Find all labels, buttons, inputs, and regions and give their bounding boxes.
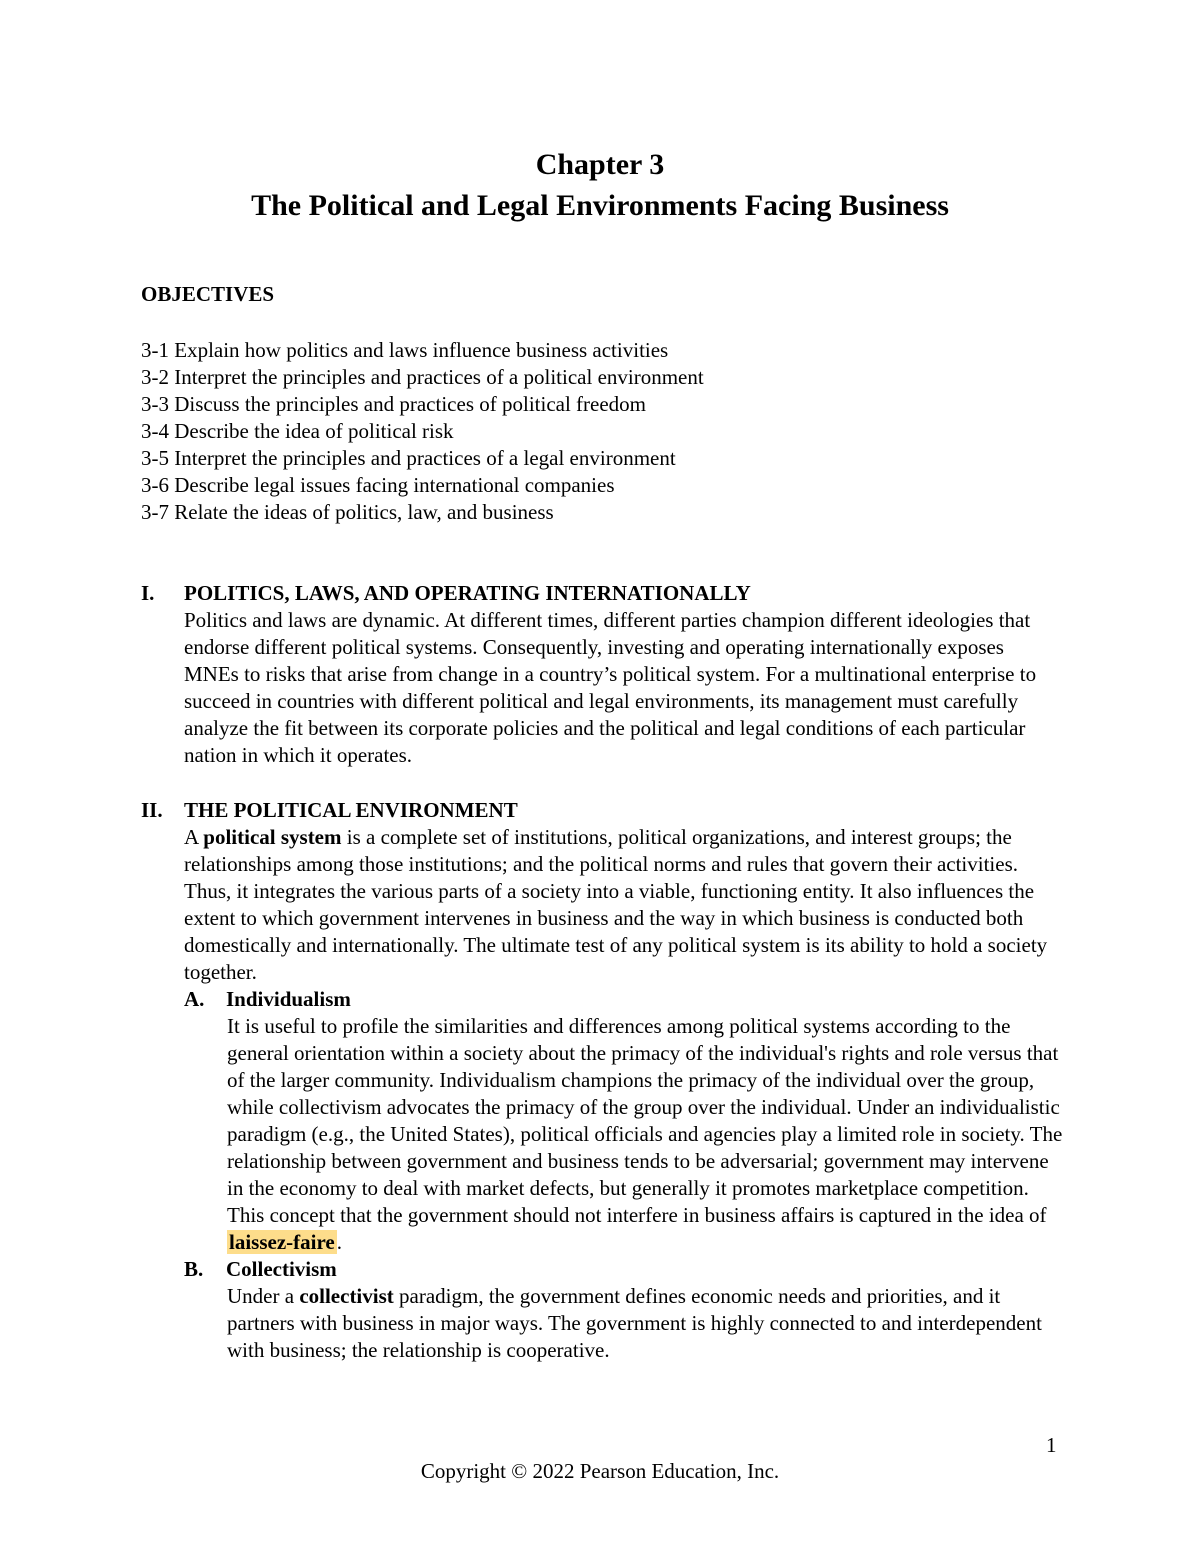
body-text: A: [184, 825, 204, 849]
key-term-collectivist: collectivist: [299, 1284, 394, 1308]
section-politics-laws: [141, 580, 1061, 769]
section-body: Politics and laws are dynamic. At different times, different parties champion different ideologies that endorse different political systems. Consequently, investing and operating internationally exposes MNEs to risks that arise from change in a country’s political system. For a multinational enterprise to succeed in countries with different political and legal environments, its management must carefully analyze the fit between its corporate policies and the political and legal conditions of each particular nation in which it operates.: [184, 608, 1037, 767]
body-text: Under a: [227, 1284, 300, 1308]
highlighted-term-laissez-faire: laissez-faire: [229, 1230, 335, 1254]
objectives-list: [141, 337, 704, 526]
section-heading-text: THE POLITICAL ENVIRONMENT: [184, 798, 518, 822]
subsection-body-collectivism: [227, 1283, 1067, 1364]
section-heading-text: POLITICS, LAWS, AND OPERATING INTERNATIONALLY: [184, 581, 751, 605]
subsection-heading-individualism: [141, 986, 1061, 1013]
section-heading: [141, 580, 1061, 607]
body-text: is a complete set of institutions, political organizations, and interest groups; the relationships among those institutions; and the political norms and rules that govern their activities. Thus, it integrates the various parts of a society into a viable, functioning entity. It also influences the extent to which government intervenes in business and the way in which business is conducted both domestically and internationally. The ultimate test of any political system is its ability to hold a society together.: [184, 825, 1048, 984]
subsection-heading-collectivism: [141, 1256, 1061, 1283]
objective-item: 3-4 Describe the idea of political risk: [141, 419, 454, 443]
objectives-heading: OBJECTIVES: [141, 282, 275, 306]
subsection-letter: A.: [184, 987, 205, 1011]
objective-item: 3-1 Explain how politics and laws influence business activities: [141, 338, 669, 362]
section-number: I.: [141, 581, 155, 605]
objective-item: 3-3 Discuss the principles and practices of political freedom: [141, 392, 647, 416]
chapter-title: The Political and Legal Environments Facing Business: [251, 189, 949, 222]
page-number: 1: [1046, 1433, 1057, 1457]
key-term-political-system: political system: [203, 825, 342, 849]
section-heading: [141, 797, 1061, 824]
objective-item: 3-7 Relate the ideas of politics, law, and business: [141, 500, 554, 524]
objective-item: 3-5 Interpret the principles and practices of a legal environment: [141, 446, 676, 470]
section-number: II.: [141, 798, 163, 822]
body-text: .: [336, 1230, 342, 1254]
section-political-environment: [141, 797, 1061, 1364]
objective-item: 3-6 Describe legal issues facing international companies: [141, 473, 615, 497]
body-text: paradigm, the government defines economic needs and priorities, and it partners with business in major ways. The government is highly connected to and interdependent with business; the relationship is cooperative.: [227, 1284, 1042, 1362]
section-body: [184, 824, 1064, 986]
chapter-label: Chapter 3: [535, 148, 665, 181]
copyright-footer: Copyright © 2022 Pearson Education, Inc.: [420, 1459, 780, 1483]
body-text: It is useful to profile the similarities and differences among political systems according to the general orientation within a society about the primacy of the individual's rights and role versus that of the larger community. Individualism champions the primacy of the individual over the group, while collectivism advocates the primacy of the group over the individual. Under an individualistic paradigm (e.g., the United States), political officials and agencies play a limited role in society. The relationship between government and business tends to be adversarial; government may intervene in the economy to deal with market defects, but generally it promotes marketplace competition. This concept that the government should not interfere in business affairs is captured in the idea of: [227, 1014, 1063, 1227]
title-block: [0, 144, 1200, 226]
subsection-heading-text: Collectivism: [226, 1257, 337, 1281]
subsection-letter: B.: [184, 1257, 204, 1281]
objective-item: 3-2 Interpret the principles and practices of a political environment: [141, 365, 704, 389]
subsection-heading-text: Individualism: [226, 987, 351, 1011]
subsection-body-individualism: [227, 1013, 1067, 1256]
